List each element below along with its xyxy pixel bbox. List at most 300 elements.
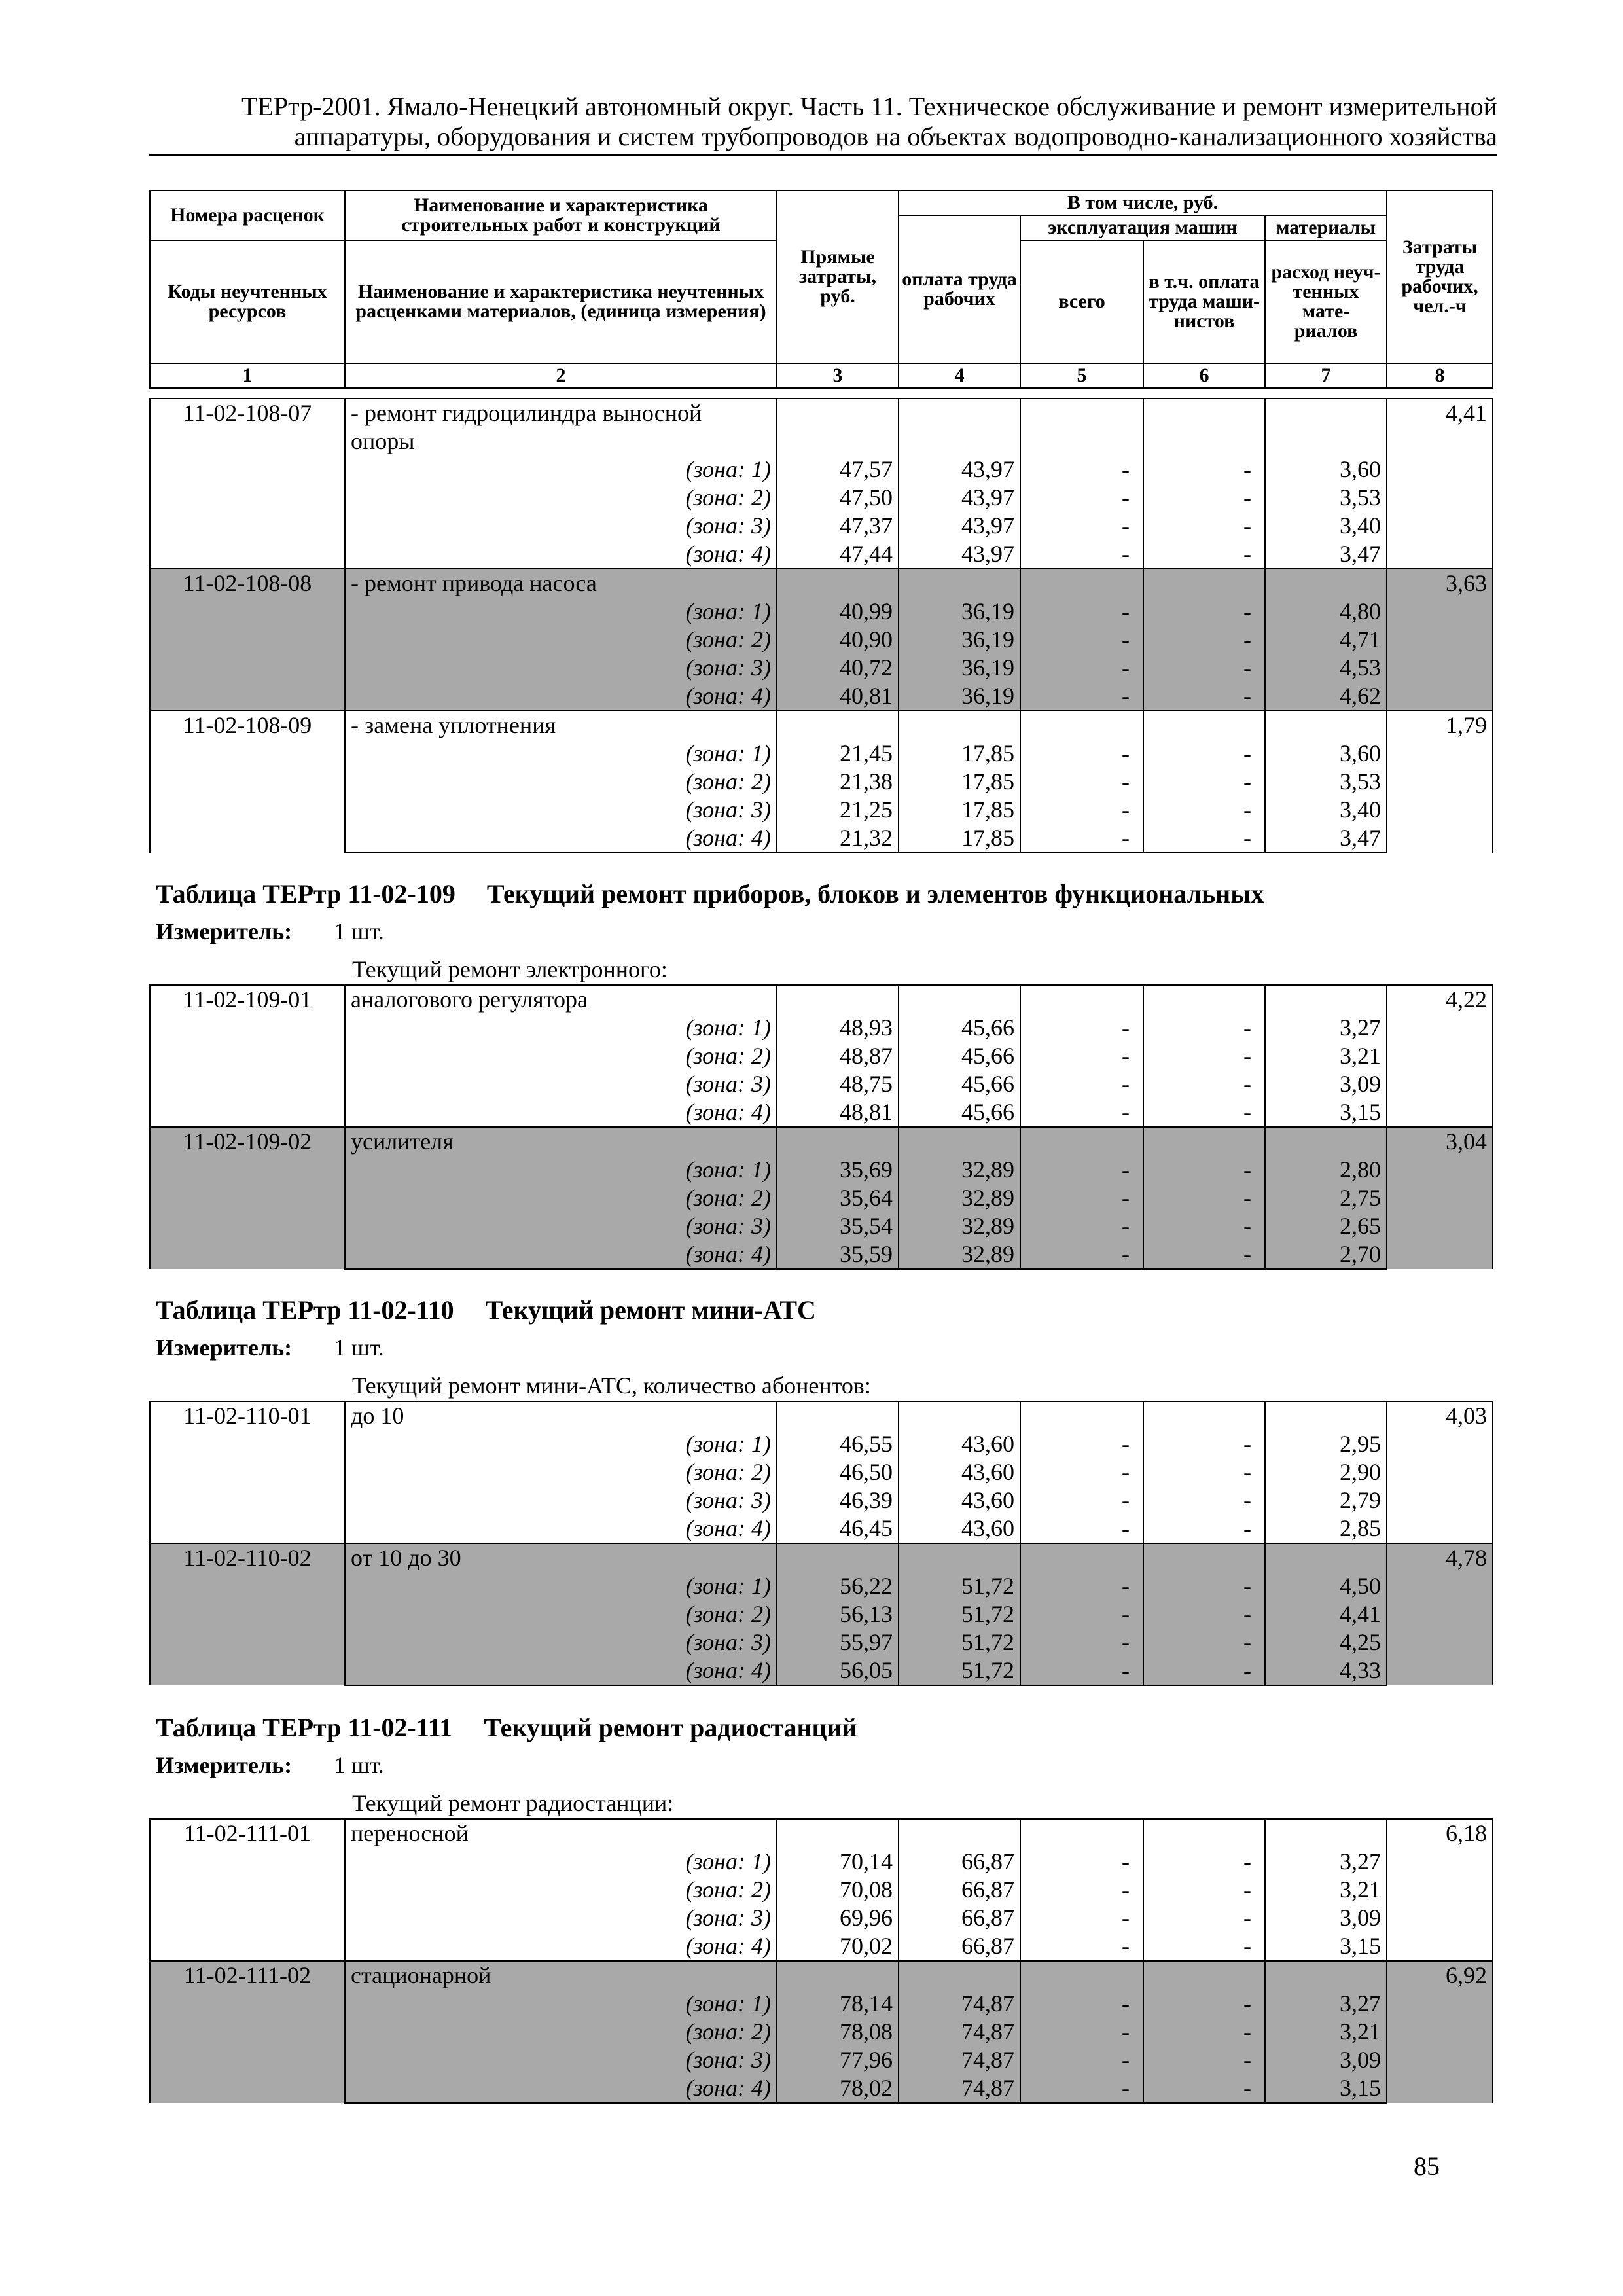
zone-label: (зона: 4) — [345, 1657, 777, 1685]
intro-109: Текущий ремонт электронного: — [352, 956, 668, 982]
machine-wage: - — [1143, 598, 1265, 626]
material-cost: 3,21 — [1265, 2018, 1387, 2046]
machine-cost: - — [1020, 824, 1143, 853]
material-cost: 3,09 — [1265, 2046, 1387, 2074]
empty-cell — [1143, 1127, 1265, 1156]
zone-label: (зона: 3) — [345, 2046, 777, 2074]
empty-cell — [899, 1543, 1020, 1572]
machine-cost: - — [1020, 1486, 1143, 1515]
machine-cost: - — [1020, 540, 1143, 569]
labor-hours: 4,78 — [1387, 1543, 1493, 1685]
zone-label: (зона: 4) — [345, 540, 777, 569]
machine-wage: - — [1143, 1486, 1265, 1515]
zone-label: (зона: 3) — [345, 1212, 777, 1240]
empty-cell — [1020, 427, 1143, 456]
table-row — [150, 1600, 1493, 1628]
column-number: 6 — [1143, 363, 1265, 388]
machine-wage: - — [1143, 1600, 1265, 1628]
empty-cell — [1143, 1543, 1265, 1572]
direct-cost: 56,22 — [777, 1572, 899, 1600]
col2-header-top: Наименование и характеристика строительных работ и конструкций — [345, 190, 777, 240]
material-cost: 3,40 — [1265, 796, 1387, 824]
zone-label: (зона: 3) — [345, 654, 777, 682]
empty-cell — [899, 985, 1020, 1014]
empty-cell — [1265, 1819, 1387, 1848]
machine-cost: - — [1020, 1212, 1143, 1240]
table-row — [150, 598, 1493, 626]
machine-wage: - — [1143, 1848, 1265, 1876]
machine-cost: - — [1020, 1458, 1143, 1486]
worker-wage: 66,87 — [899, 1932, 1020, 1961]
empty-cell — [899, 1127, 1020, 1156]
empty-cell — [1143, 569, 1265, 598]
material-cost: 3,40 — [1265, 512, 1387, 540]
direct-cost: 35,54 — [777, 1212, 899, 1240]
direct-cost: 48,87 — [777, 1042, 899, 1070]
labor-hours: 3,63 — [1387, 569, 1493, 711]
table-row — [150, 796, 1493, 824]
col6-header: в т.ч. оплата труда маши- нистов — [1143, 240, 1265, 363]
machine-cost: - — [1020, 1430, 1143, 1458]
machine-wage: - — [1143, 1876, 1265, 1904]
table-row — [150, 456, 1493, 484]
machine-cost: - — [1020, 1876, 1143, 1904]
column-number: 2 — [345, 363, 777, 388]
machine-wage: - — [1143, 1628, 1265, 1657]
machine-cost: - — [1020, 1014, 1143, 1042]
zone-label: (зона: 1) — [345, 740, 777, 768]
table-row — [150, 1156, 1493, 1184]
rates-table-108 — [149, 398, 1493, 853]
direct-cost: 21,32 — [777, 824, 899, 853]
work-name: опоры — [345, 427, 777, 456]
rate-code: 11-02-108-08 — [150, 569, 345, 711]
machine-wage: - — [1143, 654, 1265, 682]
machine-cost: - — [1020, 1990, 1143, 2018]
labor-hours: 1,79 — [1387, 711, 1493, 853]
col3-header: Прямые затраты, руб. — [777, 190, 899, 363]
table-row — [150, 1401, 1493, 1430]
worker-wage: 45,66 — [899, 1070, 1020, 1098]
worker-wage: 17,85 — [899, 740, 1020, 768]
rate-code: 11-02-108-07 — [150, 399, 345, 569]
empty-cell — [1020, 1401, 1143, 1430]
material-cost: 3,60 — [1265, 456, 1387, 484]
table-row — [150, 1543, 1493, 1572]
material-cost: 3,21 — [1265, 1876, 1387, 1904]
material-cost: 4,62 — [1265, 682, 1387, 711]
materials-header: материалы — [1265, 215, 1387, 240]
machine-cost: - — [1020, 1932, 1143, 1961]
empty-cell — [899, 1401, 1020, 1430]
material-cost: 3,27 — [1265, 1848, 1387, 1876]
empty-cell — [899, 1961, 1020, 1990]
machine-wage: - — [1143, 796, 1265, 824]
including-header: В том числе, руб. — [899, 190, 1387, 215]
material-cost: 2,75 — [1265, 1184, 1387, 1212]
work-name: усилителя — [345, 1127, 777, 1156]
machine-wage: - — [1143, 1515, 1265, 1543]
machine-wage: - — [1143, 1212, 1265, 1240]
table-row — [150, 512, 1493, 540]
col4-header: оплата труда рабочих — [899, 215, 1020, 363]
empty-cell — [1020, 1819, 1143, 1848]
direct-cost: 56,05 — [777, 1657, 899, 1685]
empty-cell — [1143, 1401, 1265, 1430]
zone-label: (зона: 2) — [345, 626, 777, 654]
table-row — [150, 1430, 1493, 1458]
worker-wage: 66,87 — [899, 1904, 1020, 1932]
zone-label: (зона: 2) — [345, 2018, 777, 2046]
work-name: до 10 — [345, 1401, 777, 1430]
empty-cell — [1020, 569, 1143, 598]
machine-wage: - — [1143, 540, 1265, 569]
machine-wage: - — [1143, 1240, 1265, 1269]
worker-wage: 74,87 — [899, 2074, 1020, 2103]
zone-label: (зона: 1) — [345, 456, 777, 484]
direct-cost: 78,02 — [777, 2074, 899, 2103]
measure-110: Измеритель: 1 шт. — [156, 1335, 384, 1361]
empty-cell — [1265, 985, 1387, 1014]
machine-wage: - — [1143, 1070, 1265, 1098]
machine-wage: - — [1143, 1904, 1265, 1932]
machine-cost: - — [1020, 1600, 1143, 1628]
worker-wage: 36,19 — [899, 598, 1020, 626]
zone-label: (зона: 1) — [345, 1990, 777, 2018]
worker-wage: 51,72 — [899, 1628, 1020, 1657]
material-cost: 3,27 — [1265, 1014, 1387, 1042]
empty-cell — [1020, 1961, 1143, 1990]
machine-cost: - — [1020, 1572, 1143, 1600]
direct-cost: 47,44 — [777, 540, 899, 569]
table-row — [150, 1848, 1493, 1876]
material-cost: 3,60 — [1265, 740, 1387, 768]
table-row — [150, 2074, 1493, 2103]
empty-cell — [1265, 1127, 1387, 1156]
empty-cell — [1265, 711, 1387, 740]
empty-cell — [1265, 1401, 1387, 1430]
direct-cost: 78,14 — [777, 1990, 899, 2018]
work-name: переносной — [345, 1819, 777, 1848]
direct-cost: 48,75 — [777, 1070, 899, 1098]
zone-label: (зона: 1) — [345, 1430, 777, 1458]
machine-wage: - — [1143, 626, 1265, 654]
rate-code: 11-02-111-02 — [150, 1961, 345, 2103]
column-number: 3 — [777, 363, 899, 388]
material-cost: 2,70 — [1265, 1240, 1387, 1269]
machine-wage: - — [1143, 456, 1265, 484]
machine-cost: - — [1020, 1240, 1143, 1269]
machine-wage: - — [1143, 682, 1265, 711]
worker-wage: 43,60 — [899, 1430, 1020, 1458]
machine-cost: - — [1020, 2074, 1143, 2103]
material-cost: 3,15 — [1265, 2074, 1387, 2103]
header-line-1: ТЕРтр-2001. Ямало-Ненецкий автономный округ. Часть 11. Техническое обслуживание и ремонт измерительной — [241, 92, 1497, 121]
empty-cell — [1143, 399, 1265, 427]
empty-cell — [1265, 1961, 1387, 1990]
page-header — [149, 92, 1497, 156]
table-row — [150, 1876, 1493, 1904]
material-cost: 4,80 — [1265, 598, 1387, 626]
worker-wage: 43,60 — [899, 1515, 1020, 1543]
machine-wage: - — [1143, 484, 1265, 512]
material-cost: 2,85 — [1265, 1515, 1387, 1543]
direct-cost: 70,14 — [777, 1848, 899, 1876]
machine-cost: - — [1020, 1904, 1143, 1932]
table-row — [150, 654, 1493, 682]
machine-cost: - — [1020, 1098, 1143, 1127]
empty-cell — [1143, 427, 1265, 456]
material-cost: 2,80 — [1265, 1156, 1387, 1184]
worker-wage: 43,97 — [899, 540, 1020, 569]
worker-wage: 43,97 — [899, 456, 1020, 484]
machine-wage: - — [1143, 1184, 1265, 1212]
machine-wage: - — [1143, 1430, 1265, 1458]
material-cost: 3,27 — [1265, 1990, 1387, 2018]
material-cost: 3,47 — [1265, 540, 1387, 569]
machine-cost: - — [1020, 1657, 1143, 1685]
zone-label: (зона: 3) — [345, 512, 777, 540]
direct-cost: 40,90 — [777, 626, 899, 654]
machine-wage: - — [1143, 1042, 1265, 1070]
worker-wage: 36,19 — [899, 682, 1020, 711]
rate-code: 11-02-108-09 — [150, 711, 345, 853]
table-row — [150, 1572, 1493, 1600]
zone-label: (зона: 4) — [345, 682, 777, 711]
zone-label: (зона: 4) — [345, 1240, 777, 1269]
direct-cost: 35,59 — [777, 1240, 899, 1269]
material-cost: 4,53 — [1265, 654, 1387, 682]
zone-label: (зона: 3) — [345, 1070, 777, 1098]
intro-110: Текущий ремонт мини-АТС, количество абонентов: — [352, 1372, 871, 1399]
worker-wage: 32,89 — [899, 1156, 1020, 1184]
col2-header-bottom: Наименование и характеристика неучтенных расценками материалов, (единица измерения) — [345, 240, 777, 363]
empty-cell — [777, 1961, 899, 1990]
table-row — [150, 1212, 1493, 1240]
worker-wage: 36,19 — [899, 654, 1020, 682]
worker-wage: 45,66 — [899, 1042, 1020, 1070]
table-row — [150, 427, 1493, 456]
empty-cell — [1020, 1127, 1143, 1156]
table-row — [150, 1070, 1493, 1098]
labor-hours: 6,18 — [1387, 1819, 1493, 1961]
worker-wage: 74,87 — [899, 1990, 1020, 2018]
zone-label: (зона: 2) — [345, 1184, 777, 1212]
empty-cell — [1020, 1543, 1143, 1572]
material-cost: 3,09 — [1265, 1904, 1387, 1932]
rate-code: 11-02-110-02 — [150, 1543, 345, 1685]
empty-cell — [777, 399, 899, 427]
worker-wage: 66,87 — [899, 1848, 1020, 1876]
direct-cost: 46,45 — [777, 1515, 899, 1543]
machine-cost: - — [1020, 1848, 1143, 1876]
worker-wage: 43,97 — [899, 512, 1020, 540]
rate-code: 11-02-110-01 — [150, 1401, 345, 1543]
table-row — [150, 1657, 1493, 1685]
table-row — [150, 1184, 1493, 1212]
zone-label: (зона: 1) — [345, 1572, 777, 1600]
column-number: 4 — [899, 363, 1020, 388]
table-title-110: Таблица ТЕРтр 11-02-110 Текущий ремонт мини-АТС — [156, 1295, 816, 1325]
worker-wage: 17,85 — [899, 824, 1020, 853]
zone-label: (зона: 3) — [345, 796, 777, 824]
empty-cell — [899, 1819, 1020, 1848]
empty-cell — [899, 711, 1020, 740]
column-number: 7 — [1265, 363, 1387, 388]
empty-cell — [899, 399, 1020, 427]
empty-cell — [777, 711, 899, 740]
table-row — [150, 1515, 1493, 1543]
machine-wage: - — [1143, 1156, 1265, 1184]
direct-cost: 35,69 — [777, 1156, 899, 1184]
machine-wage: - — [1143, 824, 1265, 853]
worker-wage: 51,72 — [899, 1657, 1020, 1685]
machine-cost: - — [1020, 740, 1143, 768]
worker-wage: 45,66 — [899, 1014, 1020, 1042]
material-cost: 3,15 — [1265, 1932, 1387, 1961]
machine-wage: - — [1143, 1098, 1265, 1127]
material-cost: 3,53 — [1265, 484, 1387, 512]
zone-label: (зона: 2) — [345, 768, 777, 796]
empty-cell — [777, 427, 899, 456]
empty-cell — [1143, 1961, 1265, 1990]
header-line-2: аппаратуры, оборудования и систем трубопроводов на объектах водопроводно-канализационного хозяйства — [294, 122, 1497, 151]
empty-cell — [1143, 1819, 1265, 1848]
direct-cost: 35,64 — [777, 1184, 899, 1212]
table-row — [150, 1098, 1493, 1127]
table-row — [150, 1819, 1493, 1848]
direct-cost: 48,81 — [777, 1098, 899, 1127]
column-header-table — [149, 190, 1493, 389]
worker-wage: 45,66 — [899, 1098, 1020, 1127]
empty-cell — [1265, 399, 1387, 427]
direct-cost: 70,02 — [777, 1932, 899, 1961]
work-name: аналогового регулятора — [345, 985, 777, 1014]
empty-cell — [777, 1819, 899, 1848]
material-cost: 4,50 — [1265, 1572, 1387, 1600]
zone-label: (зона: 1) — [345, 1848, 777, 1876]
empty-cell — [1020, 711, 1143, 740]
table-row — [150, 1628, 1493, 1657]
work-name: - ремонт гидроцилиндра выносной — [345, 399, 777, 427]
table-row — [150, 569, 1493, 598]
machine-cost: - — [1020, 1070, 1143, 1098]
table-row — [150, 740, 1493, 768]
material-cost: 4,41 — [1265, 1600, 1387, 1628]
labor-hours: 4,03 — [1387, 1401, 1493, 1543]
work-name: от 10 до 30 — [345, 1543, 777, 1572]
zone-label: (зона: 3) — [345, 1628, 777, 1657]
table-row — [150, 1042, 1493, 1070]
zone-label: (зона: 2) — [345, 1458, 777, 1486]
material-cost: 2,90 — [1265, 1458, 1387, 1486]
worker-wage: 51,72 — [899, 1600, 1020, 1628]
machine-wage: - — [1143, 2074, 1265, 2103]
col7-header: расход неуч- тенных мате- риалов — [1265, 240, 1387, 363]
rate-code: 11-02-111-01 — [150, 1819, 345, 1961]
material-cost: 3,09 — [1265, 1070, 1387, 1098]
empty-cell — [777, 1127, 899, 1156]
direct-cost: 40,72 — [777, 654, 899, 682]
direct-cost: 21,45 — [777, 740, 899, 768]
column-number: 5 — [1020, 363, 1143, 388]
direct-cost: 48,93 — [777, 1014, 899, 1042]
empty-cell — [777, 1543, 899, 1572]
table-row — [150, 1904, 1493, 1932]
direct-cost: 46,39 — [777, 1486, 899, 1515]
machine-cost: - — [1020, 1628, 1143, 1657]
page-number: 85 — [1414, 2151, 1440, 2181]
zone-label: (зона: 2) — [345, 1600, 777, 1628]
labor-hours: 3,04 — [1387, 1127, 1493, 1269]
machine-cost: - — [1020, 626, 1143, 654]
rates-table-109 — [149, 984, 1493, 1270]
machine-wage: - — [1143, 2046, 1265, 2074]
table-row — [150, 1240, 1493, 1269]
machine-cost: - — [1020, 484, 1143, 512]
machine-wage: - — [1143, 1657, 1265, 1685]
measure-111: Измеритель: 1 шт. — [156, 1752, 384, 1778]
machine-cost: - — [1020, 1515, 1143, 1543]
zone-label: (зона: 2) — [345, 1876, 777, 1904]
material-cost: 2,65 — [1265, 1212, 1387, 1240]
empty-cell — [1265, 1543, 1387, 1572]
table-row — [150, 2018, 1493, 2046]
table-row — [150, 1486, 1493, 1515]
material-cost: 3,15 — [1265, 1098, 1387, 1127]
empty-cell — [1020, 399, 1143, 427]
direct-cost: 77,96 — [777, 2046, 899, 2074]
rates-table-111 — [149, 1818, 1493, 2104]
zone-label: (зона: 4) — [345, 1932, 777, 1961]
machine-cost: - — [1020, 2046, 1143, 2074]
empty-cell — [1265, 569, 1387, 598]
zone-label: (зона: 2) — [345, 484, 777, 512]
table-title-111: Таблица ТЕРтр 11-02-111 Текущий ремонт радиостанций — [156, 1713, 857, 1742]
zone-label: (зона: 1) — [345, 1156, 777, 1184]
table-row — [150, 626, 1493, 654]
zone-label: (зона: 1) — [345, 598, 777, 626]
work-name: стационарной — [345, 1961, 777, 1990]
zone-label: (зона: 4) — [345, 2074, 777, 2103]
material-cost: 2,79 — [1265, 1486, 1387, 1515]
empty-cell — [1020, 985, 1143, 1014]
worker-wage: 32,89 — [899, 1184, 1020, 1212]
zone-label: (зона: 4) — [345, 1098, 777, 1127]
empty-cell — [1265, 427, 1387, 456]
empty-cell — [1143, 711, 1265, 740]
direct-cost: 46,55 — [777, 1430, 899, 1458]
machine-wage: - — [1143, 1458, 1265, 1486]
zone-label: (зона: 1) — [345, 1014, 777, 1042]
column-number: 8 — [1387, 363, 1493, 388]
machine-wage: - — [1143, 512, 1265, 540]
worker-wage: 36,19 — [899, 626, 1020, 654]
machine-wage: - — [1143, 1014, 1265, 1042]
direct-cost: 40,99 — [777, 598, 899, 626]
material-cost: 4,25 — [1265, 1628, 1387, 1657]
empty-cell — [1143, 985, 1265, 1014]
material-cost: 4,33 — [1265, 1657, 1387, 1685]
table-row — [150, 540, 1493, 569]
intro-111: Текущий ремонт радиостанции: — [352, 1790, 674, 1816]
worker-wage: 17,85 — [899, 796, 1020, 824]
empty-cell — [899, 427, 1020, 456]
table-row — [150, 768, 1493, 796]
table-row — [150, 1127, 1493, 1156]
worker-wage: 74,87 — [899, 2018, 1020, 2046]
machine-wage: - — [1143, 1572, 1265, 1600]
